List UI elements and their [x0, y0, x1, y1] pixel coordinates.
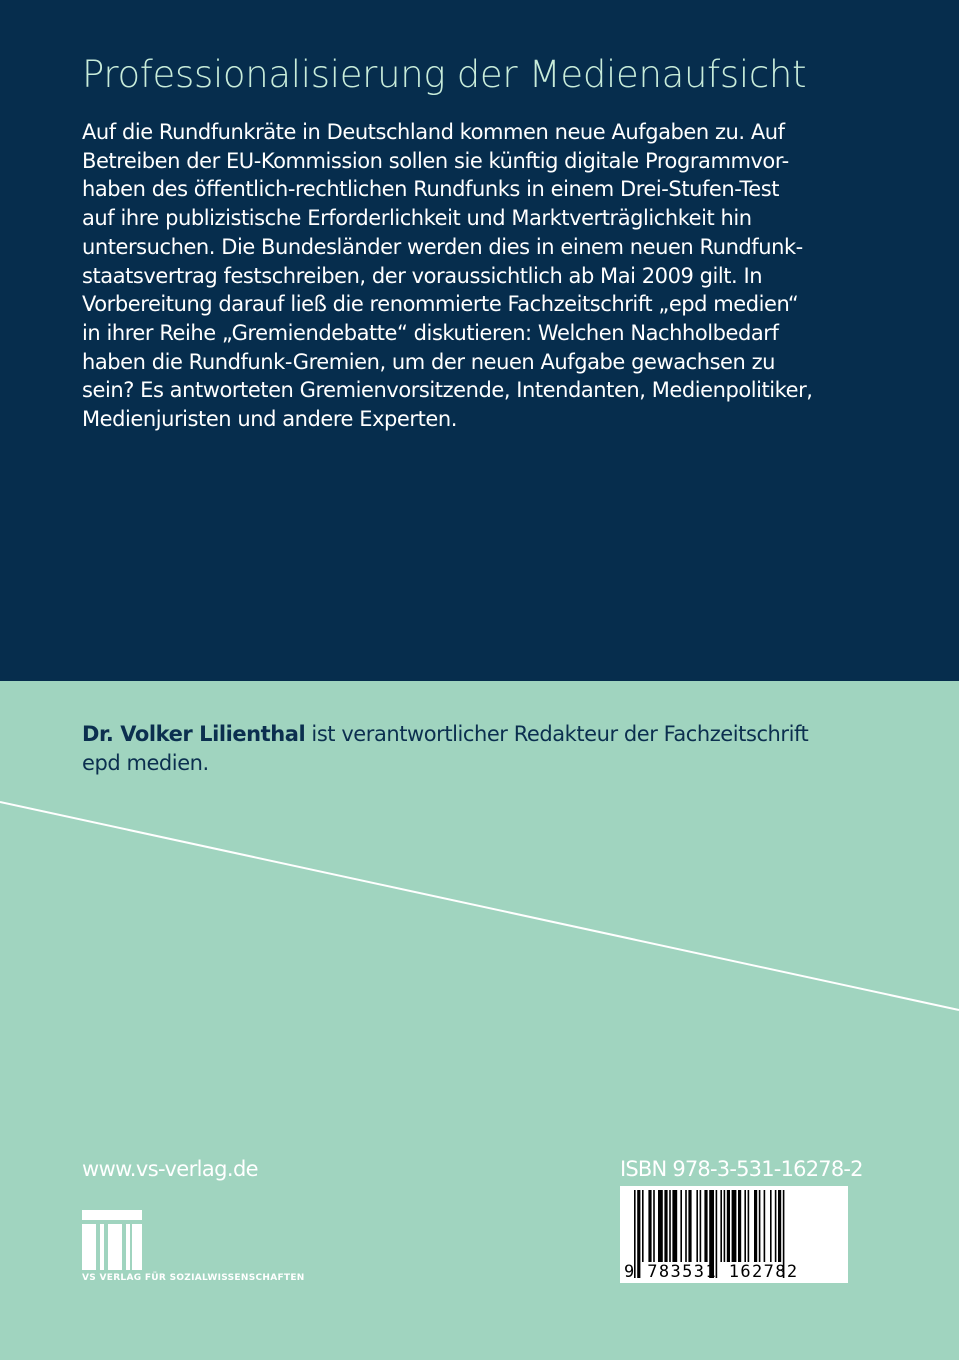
barcode-digits: 9 783531 162782	[624, 1262, 799, 1282]
book-blurb	[82, 118, 882, 434]
blurb-line: Auf die Rundfunkräte in Deutschland kommen neue Aufgaben zu. Auf	[82, 120, 785, 144]
barcode-bar	[744, 1190, 746, 1262]
barcode-bar	[642, 1190, 644, 1262]
blurb-line: haben des öffentlich-rechtlichen Rundfunks in einem Drei-Stufen-Test	[82, 177, 779, 202]
barcode-bar	[748, 1190, 750, 1262]
barcode-bar	[688, 1190, 691, 1262]
barcode-bar	[696, 1190, 698, 1262]
barcode-bar	[669, 1190, 671, 1262]
barcode-bar	[727, 1190, 730, 1262]
publisher-caption: VS VERLAG FÜR SOZIALWISSENSCHAFTEN	[82, 1273, 305, 1283]
isbn-barcode	[620, 1186, 848, 1283]
barcode-bar	[680, 1190, 682, 1262]
isbn-label: ISBN 978-3-531-16278-2	[620, 1157, 863, 1181]
blurb-line: staatsvertrag festschreiben, der voraussichtlich ab Mai 2009 gilt. In	[82, 263, 763, 288]
barcode-bar	[724, 1190, 726, 1262]
barcode-bar	[672, 1190, 677, 1262]
barcode-bar	[704, 1190, 707, 1262]
barcode-bar	[738, 1190, 741, 1262]
book-title: Professionalisierung der Medienaufsicht	[82, 53, 807, 96]
blurb-line: untersuchen. Die Bundesländer werden dies in einem neuen Rundfunk-	[82, 234, 803, 259]
blurb-line: in ihrer Reihe „Gremiendebatte“ diskutieren: Welchen Nachholbedarf	[82, 320, 779, 345]
barcode-bar	[720, 1190, 722, 1262]
blurb-line: Vorbereitung darauf ließ die renommierte Fachzeitschrift „epd medien“	[82, 292, 799, 317]
barcode-bar	[658, 1190, 663, 1262]
blurb-line: haben die Rundfunk-Gremien, um der neuen Aufgabe gewachsen zu	[82, 349, 776, 374]
diagonal-divider-line	[0, 790, 959, 1020]
barcode-bar	[648, 1190, 651, 1262]
barcode-bar	[685, 1190, 687, 1262]
barcode-bar	[700, 1190, 702, 1262]
author-bio	[82, 720, 902, 778]
blurb-line: sein? Es antworteten Gremienvorsitzende, Intendanten, Medienpolitiker,	[82, 378, 813, 403]
barcode-bar	[778, 1190, 781, 1262]
barcode-bar	[653, 1190, 655, 1262]
barcode-bar	[754, 1190, 757, 1262]
barcode-bar	[732, 1190, 737, 1262]
author-name: Dr. Volker Lilienthal	[82, 722, 306, 746]
blurb-line: Medienjuristen und andere Experten.	[82, 407, 457, 432]
barcode-bar	[664, 1190, 667, 1262]
blurb-line: Betreiben der EU-Kommission sollen sie künftig digitale Programmvor-	[82, 148, 789, 173]
barcode-bar	[770, 1190, 772, 1262]
author-bio-line: epd medien.	[82, 751, 209, 775]
publisher-url[interactable]: www.vs-verlag.de	[82, 1157, 258, 1181]
author-bio-line	[82, 720, 902, 749]
barcode-bar	[775, 1190, 777, 1262]
blurb-line: auf ihre publizistische Erforderlichkeit und Marktverträglichkeit hin	[82, 206, 752, 231]
barcode-bar	[764, 1190, 766, 1262]
author-bio-text: ist verantwortlicher Redakteur der Fachzeitschrift	[305, 722, 809, 746]
barcode-bar	[759, 1190, 761, 1262]
